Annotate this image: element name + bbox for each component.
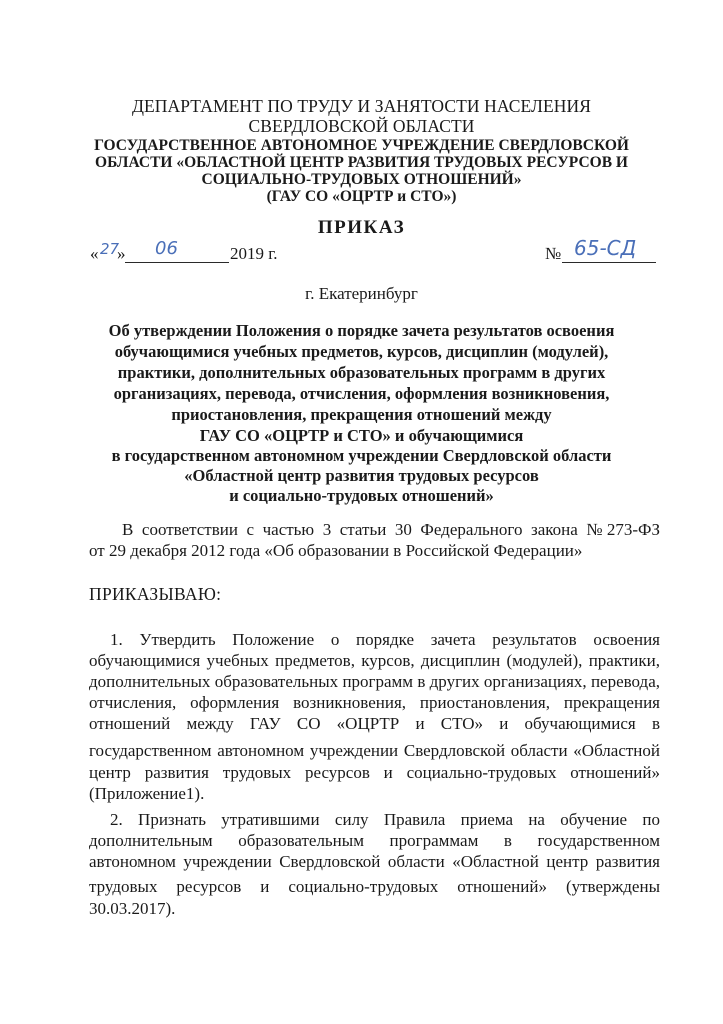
number-label: № <box>545 244 562 263</box>
subject-line: ГАУ СО «ОЦРТР и СТО» и обучающимися <box>199 426 524 445</box>
institution-short-name: (ГАУ СО «ОЦРТР и СТО») <box>266 188 457 205</box>
item-1-line: 1. Утвердить Положение о порядке зачета результатов освоения <box>110 630 660 649</box>
date-month-underline <box>125 262 229 263</box>
item-2-line: 2. Признать утратившими силу Правила приема на обучение по <box>110 810 660 829</box>
item-2-line: дополнительным образовательным программам в государственном <box>89 831 660 850</box>
preamble-line: от 29 декабря 2012 года «Об образовании в Российской Федерации» <box>89 541 583 560</box>
item-2-line: автономном учреждении Свердловской области «Областной центр развития <box>89 852 660 871</box>
subject-line: практики, дополнительных образовательных программ в других <box>117 363 606 382</box>
item-1-line: отношений между ГАУ СО «ОЦРТР и СТО» и обучающимися в <box>89 714 660 733</box>
department-line-1: ДЕПАРТАМЕНТ ПО ТРУДУ И ЗАНЯТОСТИ НАСЕЛЕНИЯ <box>131 96 592 116</box>
number-underline <box>562 262 656 263</box>
item-1-line: (Приложение1). <box>89 784 205 803</box>
item-1-line: дополнительных образовательных программ в других организациях, перевода, <box>89 672 660 691</box>
subject-line: и социально-трудовых отношений» <box>229 486 494 505</box>
institution-line-2: ОБЛАСТИ «ОБЛАСТНОЙ ЦЕНТР РАЗВИТИЯ ТРУДОВЫХ РЕСУРСОВ И <box>95 154 628 171</box>
subject-line: организациях, перевода, отчисления, оформления возникновения, <box>113 384 610 403</box>
item-2-line: трудовых ресурсов и социально-трудовых отношений» (утверждены <box>89 877 660 896</box>
item-1-line: обучающимися учебных предметов, курсов, дисциплин (модулей), практики, <box>89 651 660 670</box>
date-year: 2019 г. <box>230 244 278 263</box>
item-1-line: центр развития трудовых ресурсов и социально-трудовых отношений» <box>89 763 660 782</box>
item-1-line: отчисления, оформления возникновения, приостановления, прекращения <box>89 693 660 712</box>
date-close-quote: » <box>117 244 126 263</box>
subject-line: в государственном автономном учреждении Свердловской области <box>111 446 612 465</box>
date-month-handwritten: 06 <box>155 238 178 259</box>
item-1-line: государственном автономном учреждении Свердловской области «Областной <box>89 741 660 760</box>
institution-line-3: СОЦИАЛЬНО-ТРУДОВЫХ ОТНОШЕНИЙ» <box>201 171 522 188</box>
subject-line: Об утверждении Положения о порядке зачета результатов освоения <box>108 321 615 340</box>
subject-line: «Областной центр развития трудовых ресурсов <box>184 466 539 485</box>
item-2-line: 30.03.2017). <box>89 899 176 918</box>
date-open-quote: « <box>90 244 99 263</box>
preamble-line: В соответствии с частью 3 статьи 30 Федерального закона №273-ФЗ <box>122 520 660 539</box>
subject-line: обучающимися учебных предметов, курсов, дисциплин (модулей), <box>114 342 609 361</box>
number-handwritten: 65-СД <box>574 236 637 260</box>
department-line-2: СВЕРДЛОВСКОЙ ОБЛАСТИ <box>248 116 475 136</box>
document-title: ПРИКАЗ <box>317 217 406 238</box>
order-word: ПРИКАЗЫВАЮ: <box>89 584 222 604</box>
institution-line-1: ГОСУДАРСТВЕННОЕ АВТОНОМНОЕ УЧРЕЖДЕНИЕ СВЕРДЛОВСКОЙ <box>94 137 629 154</box>
city: г. Екатеринбург <box>305 284 418 303</box>
subject-line: приостановления, прекращения отношений между <box>171 405 552 424</box>
date-day-handwritten: 27 <box>100 240 120 258</box>
